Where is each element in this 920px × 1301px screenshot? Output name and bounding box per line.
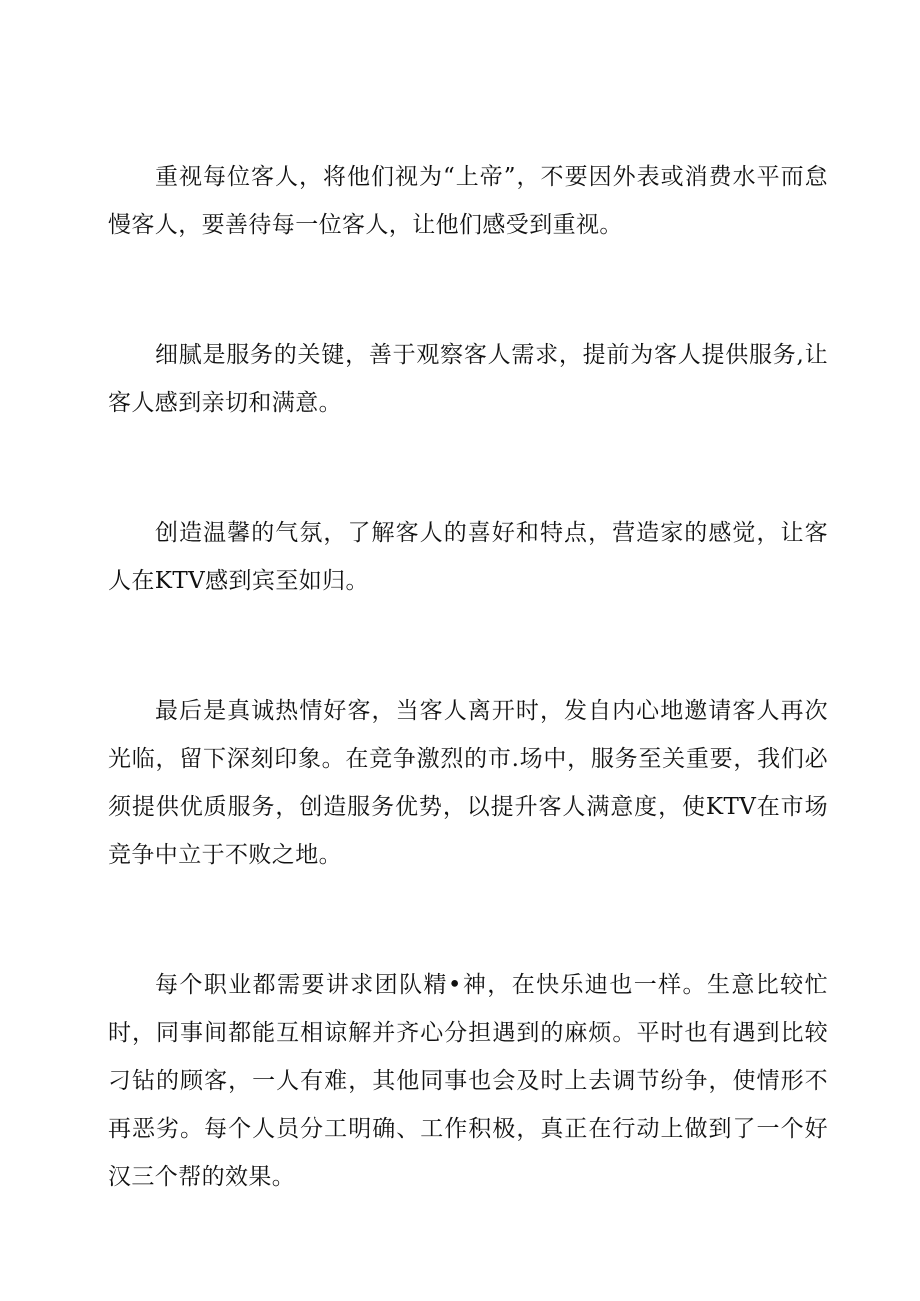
paragraph-2: 细腻是服务的关键，善于观察客人需求，提前为客人提供服务,让客人感到亲切和满意。 <box>108 342 828 416</box>
paragraph-4: 最后是真诚热情好客，当客人离开时，发自内心地邀请客人再次光临，留下深刻印象。在竞争激烈的市.场中，服务至关重要，我们必须提供优质服务，创造服务优势，以提升客人满意度，使KTV在市场竞争中立于不败之地。 <box>108 698 828 868</box>
paragraph-1: 重视每位客人，将他们视为“上帝”，不要因外表或消费水平而怠慢客人，要善待每一位客人，让他们感受到重视。 <box>108 164 828 238</box>
paragraph-5: 每个职业都需要讲求团队精•神，在快乐迪也一样。生意比较忙时，同事间都能互相谅解并齐心分担遇到的麻烦。平时也有遇到比较刁钻的顾客，一人有难，其他同事也会及时上去调节纷争，使情形不再恶劣。每个人员分工明确、工作积极，真正在行动上做到了一个好汉三个帮的效果。 <box>108 972 828 1190</box>
paragraph-3: 创造温馨的气氛，了解客人的喜好和特点，营造家的感觉，让客人在KTV感到宾至如归。 <box>108 520 828 594</box>
document-body <box>108 153 828 1201</box>
